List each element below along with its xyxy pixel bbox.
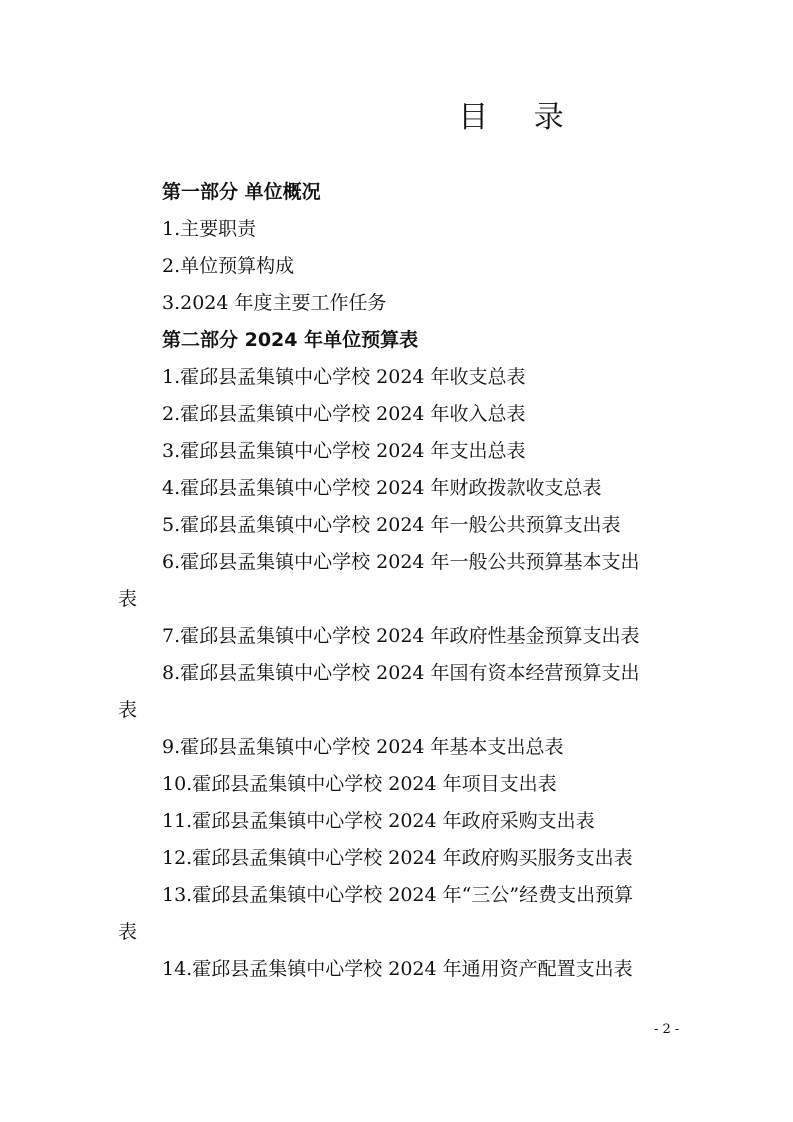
table-of-contents: [0, 174, 793, 988]
toc-item-line: 8.霍邱县孟集镇中心学校 2024 年国有资本经营预算支出: [162, 662, 640, 684]
toc-item[interactable]: 14.霍邱县孟集镇中心学校 2024 年通用资产配置支出表: [162, 958, 633, 980]
toc-item[interactable]: 2.单位预算构成: [162, 255, 295, 277]
toc-item-continuation: 表: [118, 699, 138, 721]
page-title: 目 录: [458, 100, 582, 135]
toc-part-heading[interactable]: 第一部分 单位概况: [162, 181, 321, 203]
toc-item[interactable]: 1.主要职责: [162, 218, 257, 240]
toc-item[interactable]: 3.2024 年度主要工作任务: [162, 292, 387, 314]
toc-item[interactable]: [0, 655, 793, 729]
toc-part-heading[interactable]: 第二部分 2024 年单位预算表: [162, 329, 419, 351]
toc-item[interactable]: [0, 544, 793, 618]
toc-item[interactable]: 10.霍邱县孟集镇中心学校 2024 年项目支出表: [162, 773, 557, 795]
toc-item[interactable]: 5.霍邱县孟集镇中心学校 2024 年一般公共预算支出表: [162, 514, 621, 536]
page-number: - 2 -: [654, 1022, 680, 1037]
toc-item-line: 6.霍邱县孟集镇中心学校 2024 年一般公共预算基本支出: [162, 551, 640, 573]
toc-item-continuation: 表: [118, 588, 138, 610]
toc-item[interactable]: 1.霍邱县孟集镇中心学校 2024 年收支总表: [162, 366, 526, 388]
toc-item-line: 13.霍邱县孟集镇中心学校 2024 年“三公”经费支出预算: [162, 884, 634, 906]
toc-item[interactable]: [0, 877, 793, 951]
toc-item-continuation: 表: [118, 921, 138, 943]
toc-item[interactable]: 4.霍邱县孟集镇中心学校 2024 年财政拨款收支总表: [162, 477, 602, 499]
toc-item[interactable]: 9.霍邱县孟集镇中心学校 2024 年基本支出总表: [162, 736, 564, 758]
toc-item[interactable]: 11.霍邱县孟集镇中心学校 2024 年政府采购支出表: [162, 810, 595, 832]
toc-item[interactable]: 12.霍邱县孟集镇中心学校 2024 年政府购买服务支出表: [162, 847, 633, 869]
toc-item[interactable]: 7.霍邱县孟集镇中心学校 2024 年政府性基金预算支出表: [162, 625, 640, 647]
toc-item[interactable]: 2.霍邱县孟集镇中心学校 2024 年收入总表: [162, 403, 526, 425]
toc-item[interactable]: 3.霍邱县孟集镇中心学校 2024 年支出总表: [162, 440, 526, 462]
